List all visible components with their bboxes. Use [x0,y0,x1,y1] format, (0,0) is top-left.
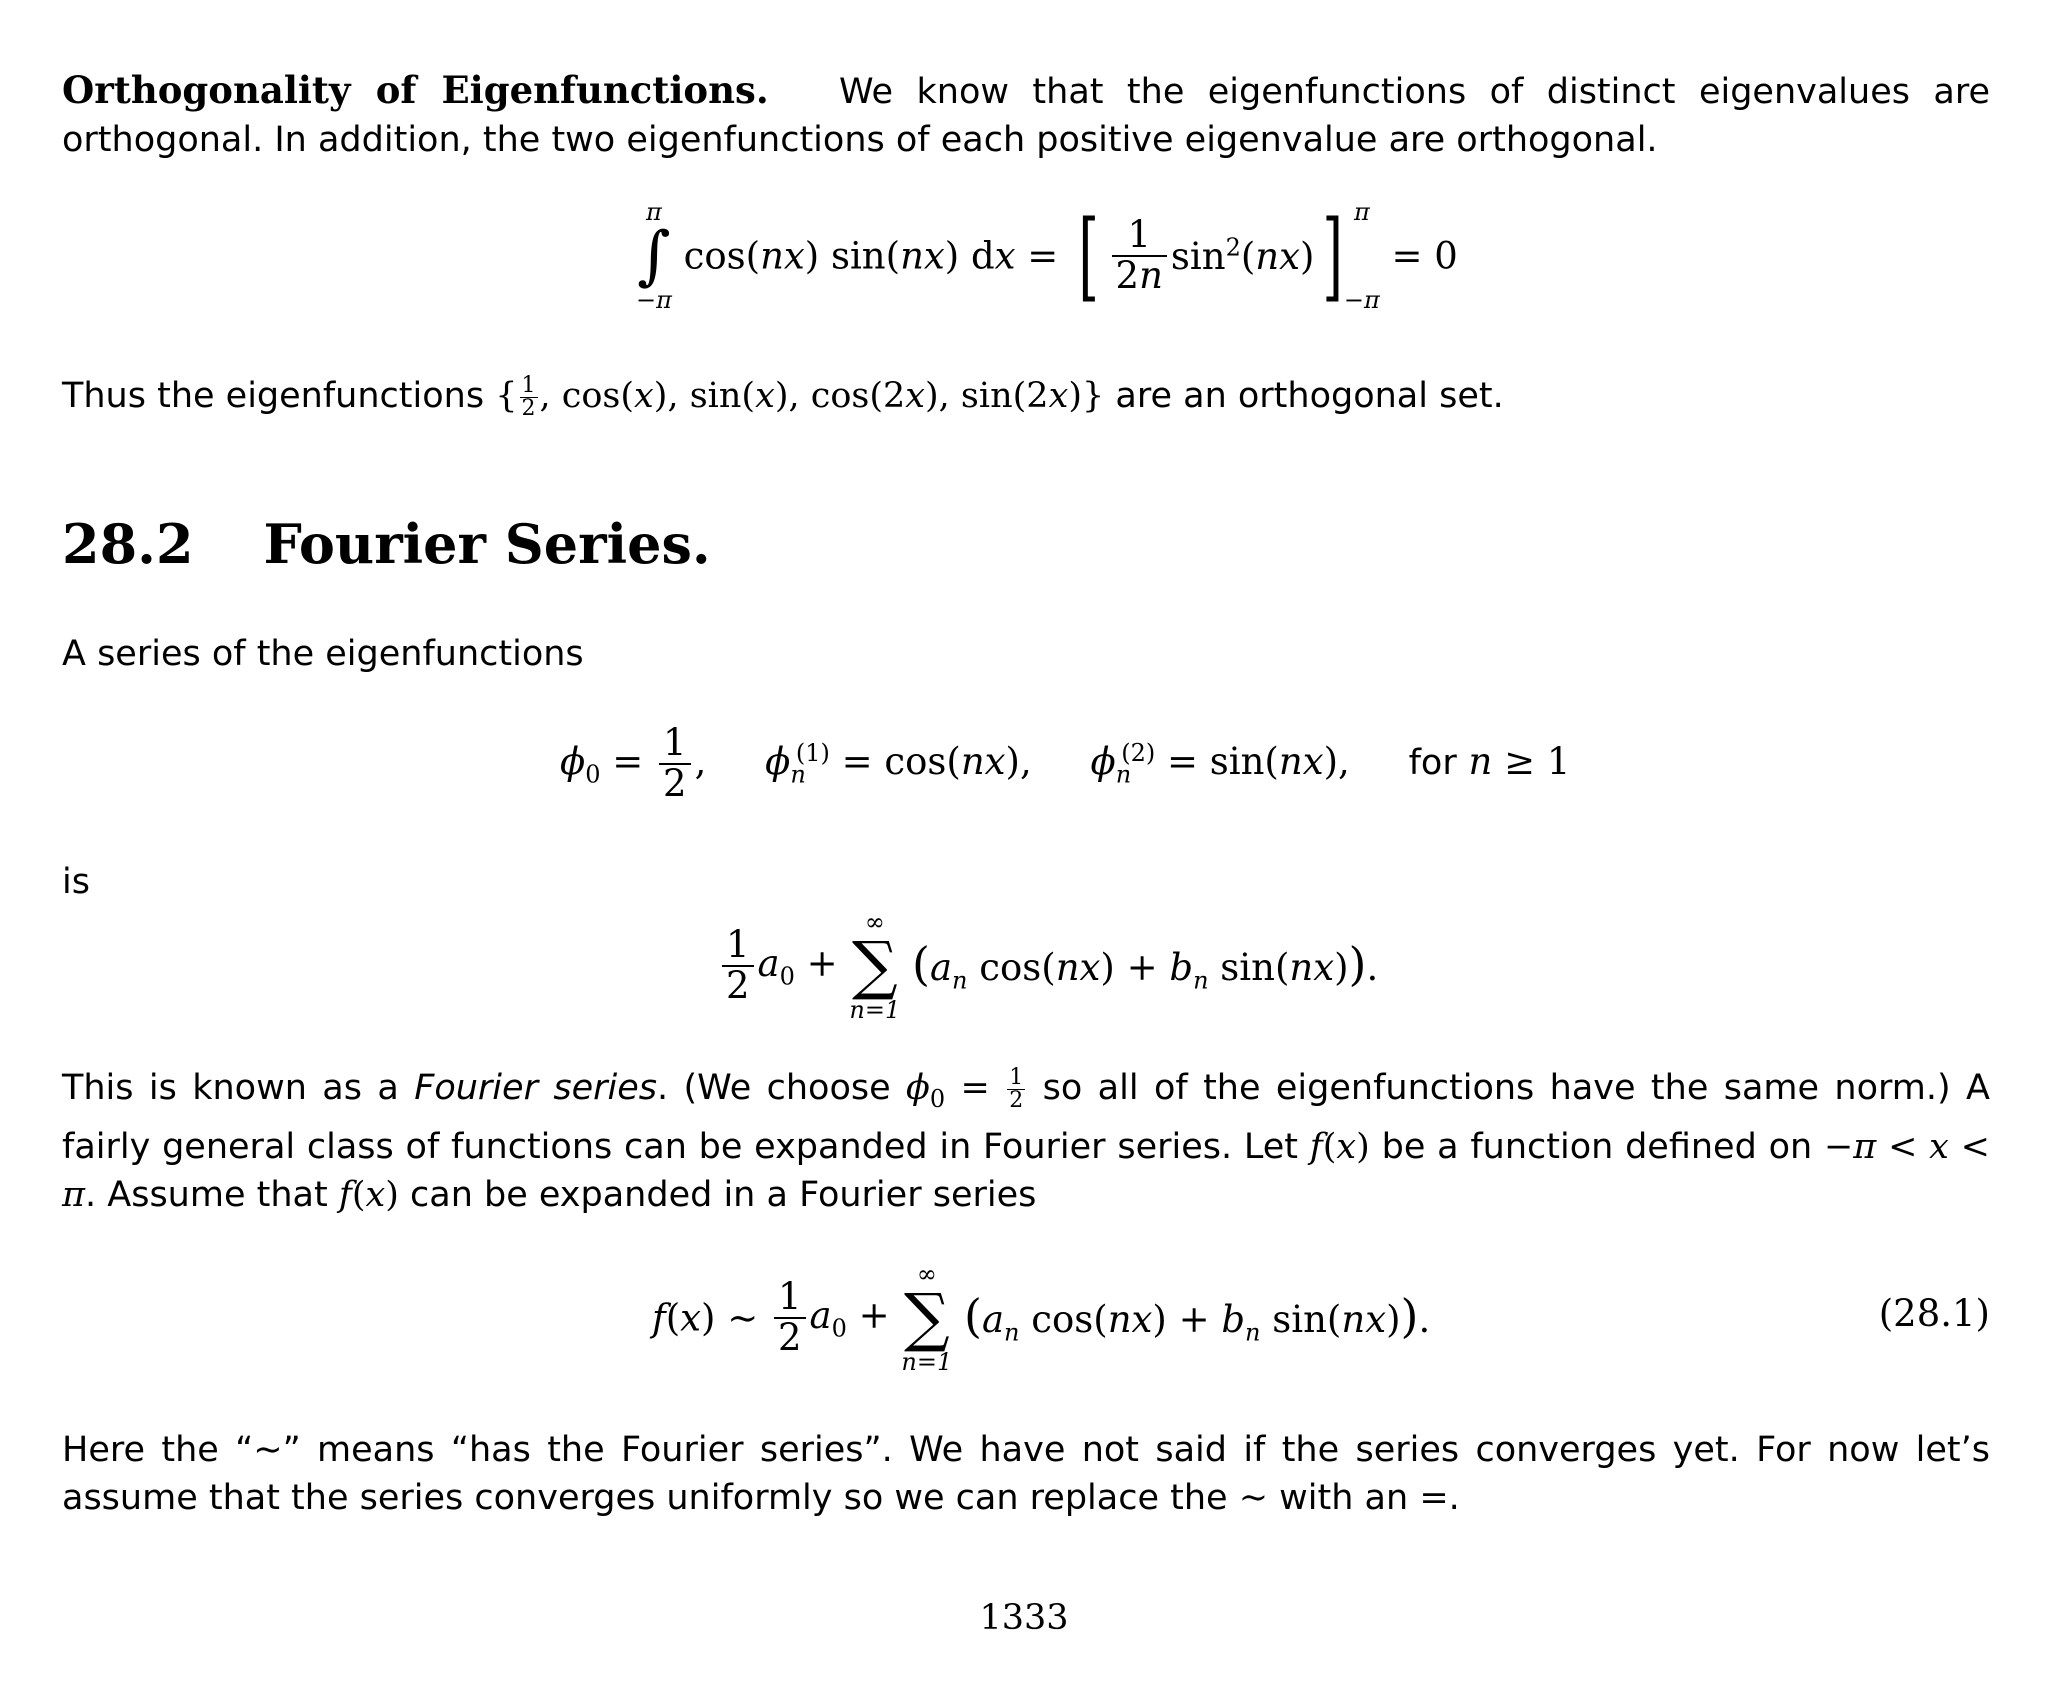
section-title: Fourier Series. [263,512,711,576]
series-intro: A series of the eigenfunctions [62,634,584,674]
section-number: 28.2 [62,512,194,576]
eigenfunction-definitions: $\phi_0$ = $\frac{1}{2}$ , $\phi_n^{(1)} = \cos(nx)$, $\phi_n^{(2)} = \sin(nx)$, for n ≥ 1 [560,721,1571,805]
known-as-before: This is known as a [62,1068,399,1108]
equation-number: (28.1) [1878,1292,1990,1335]
integral-sign: π ∫ −π [636,198,672,314]
we-choose-text: . (We choose [656,1068,891,1108]
after-choose-text: so all of the eigenfunctions have the same norm.) A fairly general class of functions can be expanded in Fourier series. Let [62,1068,1990,1167]
fourier-series-equation: $\frac{1}{2}$ $a_0$ + ∞ ∑ n=1 ($a_n$ $\cos(nx) + b_n$ sin(nx)). [718,910,1378,1022]
is-label: is [62,862,90,902]
orthogonality-paragraph [62,66,1990,164]
fraction-1-over-2n: $\frac{1}{2n}$ [1112,216,1167,296]
closing-end: . [1448,1478,1460,1518]
can-be-expanded-text: can be expanded in a Fourier series [410,1175,1037,1215]
be-defined-text: be a function defined on [1381,1127,1813,1167]
closing-paragraph: Here the “∼” means “has the Fourier series”. We have not said if the series converges yet. For now let’s assume that the series converges uniformly so we can replace the ∼ with an =. [62,1430,1990,1518]
for-label: for [1408,743,1457,784]
orthogonality-text: We know that the eigenfunctions of distinct eigenvalues are orthogonal. In addition, the two eigenfunctions of each positive eigenvalue are orthogonal. [62,72,1990,160]
orthogonality-heading: Orthogonality of Eigenfunctions. [62,68,769,112]
summation-sign: ∞ ∑ n=1 [849,908,901,1024]
page-number: 1333 [979,1598,1069,1638]
left-bracket: [ [1078,200,1100,312]
closing-text-1: Here the “∼” means “has the Fourier series”. We have not said if the series converges yet. For now let’s assume that the series converges uniformly so we can replace the [62,1430,1990,1518]
summation-sign: ∞ ∑ n=1 [901,1260,953,1376]
thus-before: Thus the eigenfunctions [62,376,485,416]
orthogonality-integral-equation: π ∫ −π cos(nx) sin(nx) dx = [ $\frac{1}{2n}$ $\sin^2(nx)$] π −π = 0 [636,198,1458,314]
fourier-series-term: Fourier series [414,1068,657,1108]
fourier-series-paragraph: This is known as a Fourier series. (We choose $\phi_0$ = $\frac{1}{2}$ so all of the eigenfunctions have the same norm.) A fairly general class of functions can be expanded in Fourier series. Let f(x) be a function defined on −π < x < π. Assume that f(x) can be expanded in a Fourier series [62,1065,1990,1215]
thus-line: Thus the eigenfunctions { $\frac{1}{2}$ , cos(x), sin(x), cos(2x), sin(2x)} are an orthogonal set. [62,373,1504,421]
assume-that-text: . Assume that [85,1175,328,1215]
closing-text-2: with an [1279,1478,1409,1518]
thus-after: are an orthogonal set. [1115,376,1504,416]
right-bracket: ] [1322,200,1344,312]
section-heading [62,512,711,576]
equation-28-1: f(x) ∼ $\frac{1}{2}$ $a_0$ + ∞ ∑ n=1 ($a_n$ $\cos(nx) + b_n$ sin(nx)). [652,1260,1431,1376]
